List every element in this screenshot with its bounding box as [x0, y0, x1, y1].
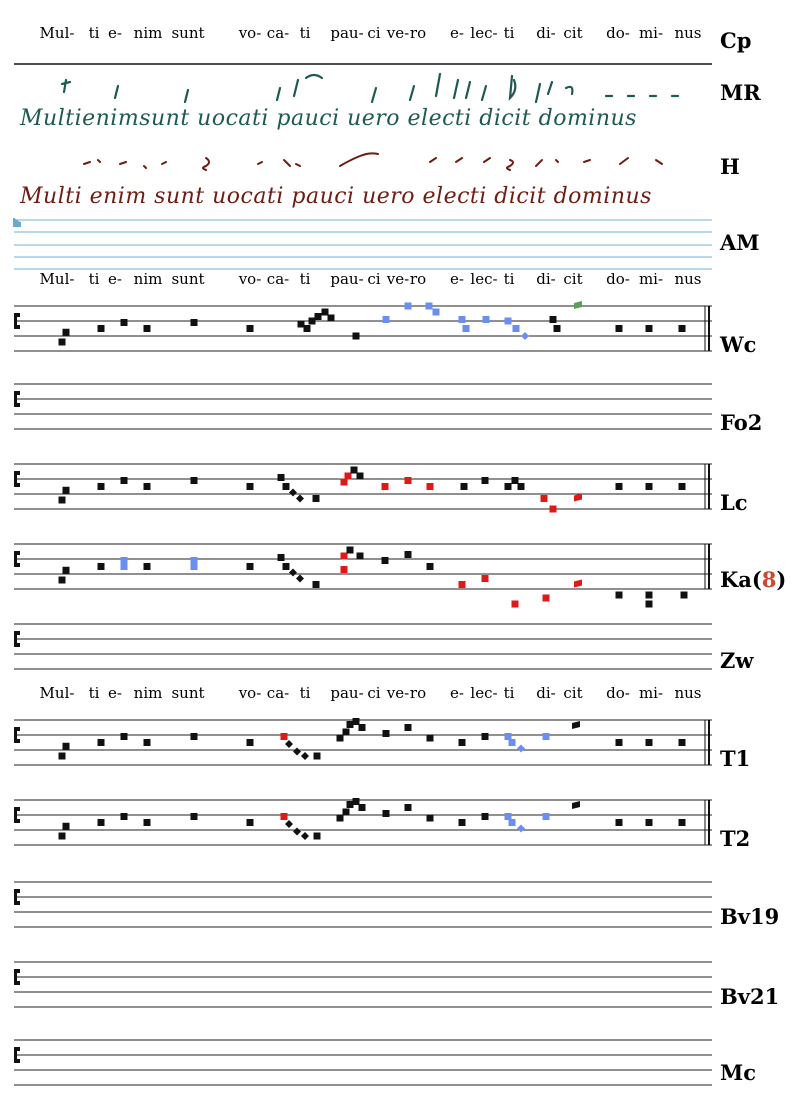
siglum-h: H — [720, 154, 740, 179]
lyric-syllable: lec- — [470, 684, 498, 702]
lyric-syllable: sunt — [171, 24, 205, 42]
lyric-syllable: mi- — [638, 24, 664, 42]
lyric-syllable: ti — [299, 684, 311, 702]
lyric-syllable: do- — [606, 270, 630, 288]
lyric-syllable: nim — [133, 24, 163, 42]
lyric-syllable: e- — [450, 24, 464, 42]
lyric-syllable: nus — [674, 270, 702, 288]
siglum-ka-close: ) — [776, 567, 787, 592]
lyric-syllable: nus — [674, 684, 702, 702]
lyric-syllable: nim — [133, 270, 163, 288]
lyric-syllable: pau- — [330, 270, 364, 288]
siglum-wc: Wc — [720, 332, 757, 357]
lyric-syllable: e- — [450, 684, 464, 702]
lyric-syllable: ve- — [386, 684, 410, 702]
lyric-syllable: ti — [88, 684, 100, 702]
lyric-syllable: pau- — [330, 684, 364, 702]
lyric-syllable: vo- — [238, 684, 262, 702]
lyric-syllable: mi- — [638, 684, 664, 702]
lyric-syllable: ti — [88, 24, 100, 42]
lyric-syllable: ro — [409, 684, 427, 702]
manuscript-mr-text: Multienimsunt uocati pauci uero electi dicit dominus — [20, 106, 637, 131]
lyric-syllable: ci — [367, 684, 381, 702]
siglum-ka-number: 8 — [761, 567, 777, 592]
siglum-t2: T2 — [720, 826, 751, 851]
lyric-syllable: ve- — [386, 24, 410, 42]
lyric-syllable: Mul- — [39, 24, 75, 42]
lyric-syllable: Mul- — [39, 270, 75, 288]
lyric-syllable: Mul- — [39, 684, 75, 702]
siglum-ka-label: Ka( — [720, 567, 762, 592]
siglum-bv19: Bv19 — [720, 904, 780, 929]
lyric-syllable: lec- — [470, 24, 498, 42]
lyric-syllable: ca- — [266, 270, 290, 288]
lyric-syllable: ti — [503, 270, 515, 288]
lyric-syllable: ti — [503, 24, 515, 42]
siglum-bv21: Bv21 — [720, 984, 780, 1009]
siglum-lc: Lc — [720, 490, 748, 515]
lyric-syllable: nim — [133, 684, 163, 702]
lyric-syllable: di- — [536, 24, 556, 42]
lyric-syllable: ti — [299, 24, 311, 42]
siglum-mc: Mc — [720, 1060, 757, 1085]
lyric-syllable: cit — [563, 684, 583, 702]
lyric-syllable: e- — [108, 270, 122, 288]
siglum-t1: T1 — [720, 746, 751, 771]
lyric-syllable: ti — [88, 270, 100, 288]
lyric-syllable: e- — [108, 24, 122, 42]
manuscript-h-text: Multi enim sunt uocati pauci uero electi dicit dominus — [20, 184, 652, 209]
lyric-syllable: e- — [108, 684, 122, 702]
lyric-syllable: ca- — [266, 24, 290, 42]
lyric-syllable: sunt — [171, 684, 205, 702]
lyric-syllable: ro — [409, 24, 427, 42]
lyric-syllable: di- — [536, 684, 556, 702]
siglum-am: AM — [720, 230, 760, 255]
siglum-cp: Cp — [720, 28, 752, 53]
siglum-fo2: Fo2 — [720, 410, 763, 435]
lyric-syllable: ca- — [266, 684, 290, 702]
lyric-syllable: nus — [674, 24, 702, 42]
lyric-syllable: vo- — [238, 24, 262, 42]
lyric-syllable: sunt — [171, 270, 205, 288]
lyric-syllable: lec- — [470, 270, 498, 288]
siglum-mr: MR — [720, 80, 761, 105]
lyric-syllable: di- — [536, 270, 556, 288]
lyric-syllable: do- — [606, 684, 630, 702]
lyric-syllable: e- — [450, 270, 464, 288]
lyric-syllable: ti — [503, 684, 515, 702]
lyric-syllable: ti — [299, 270, 311, 288]
lyric-syllable: cit — [563, 270, 583, 288]
lyric-syllable: pau- — [330, 24, 364, 42]
lyric-syllable: cit — [563, 24, 583, 42]
lyric-syllable: ro — [409, 270, 427, 288]
lyric-syllable: vo- — [238, 270, 262, 288]
siglum-zw: Zw — [720, 648, 754, 673]
lyric-syllable: ve- — [386, 270, 410, 288]
lyric-syllable: ci — [367, 270, 381, 288]
lyric-syllable: do- — [606, 24, 630, 42]
lyric-syllable: mi- — [638, 270, 664, 288]
lyric-syllable: ci — [367, 24, 381, 42]
